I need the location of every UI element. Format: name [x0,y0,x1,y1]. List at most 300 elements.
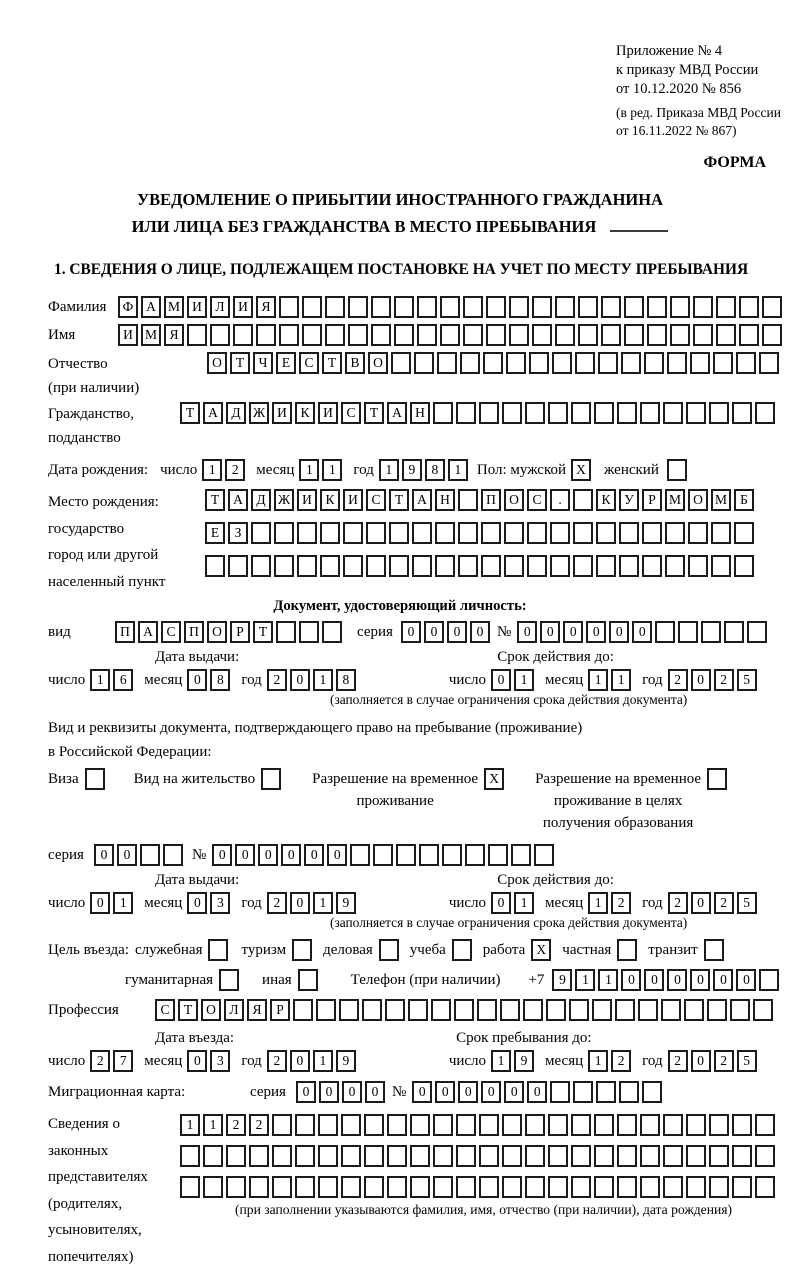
char-cell-empty[interactable] [279,324,299,346]
char-cell-empty[interactable] [458,489,478,511]
char-cell-empty[interactable] [203,1145,223,1167]
char-cell-filled[interactable]: 0 [586,621,606,643]
char-cell-empty[interactable] [716,324,736,346]
char-cell-filled[interactable]: А [203,402,223,424]
char-cell-filled[interactable]: 0 [187,669,207,691]
char-cell-empty[interactable] [410,1145,430,1167]
char-cell-empty[interactable] [272,1145,292,1167]
char-cell-empty[interactable] [506,352,526,374]
char-cell-filled[interactable]: Б [734,489,754,511]
char-cell-empty[interactable] [364,1114,384,1136]
char-cell-empty[interactable] [465,844,485,866]
char-cell-filled[interactable]: Н [435,489,455,511]
char-cell-empty[interactable] [713,352,733,374]
char-cell-empty[interactable] [617,939,637,961]
char-cell-filled[interactable]: 0 [365,1081,385,1103]
char-cell-empty[interactable] [525,402,545,424]
char-cell-empty[interactable] [341,1114,361,1136]
char-cell-filled[interactable]: Т [180,402,200,424]
char-cell-empty[interactable] [440,296,460,318]
char-cell-filled[interactable]: О [201,999,221,1021]
char-cell-filled[interactable]: 2 [267,669,287,691]
char-cell-filled[interactable]: 0 [296,1081,316,1103]
char-cell-empty[interactable] [548,1114,568,1136]
char-cell-filled[interactable]: 2 [267,892,287,914]
char-cell-filled[interactable]: 1 [180,1114,200,1136]
char-cell-filled[interactable]: X [484,768,504,790]
char-cell-empty[interactable] [509,296,529,318]
char-cell-filled[interactable]: 2 [611,892,631,914]
char-cell-empty[interactable] [325,296,345,318]
char-cell-empty[interactable] [456,1145,476,1167]
char-cell-empty[interactable] [701,621,721,643]
char-cell-empty[interactable] [624,296,644,318]
char-cell-empty[interactable] [724,621,744,643]
char-cell-filled[interactable]: Т [230,352,250,374]
char-cell-empty[interactable] [550,1081,570,1103]
char-cell-empty[interactable] [417,324,437,346]
char-cell-empty[interactable] [592,999,612,1021]
char-cell-filled[interactable]: В [345,352,365,374]
char-cell-empty[interactable] [298,969,318,991]
char-cell-filled[interactable]: И [272,402,292,424]
char-cell-filled[interactable]: О [207,621,227,643]
char-cell-empty[interactable] [431,999,451,1021]
char-cell-filled[interactable]: Т [205,489,225,511]
char-cell-filled[interactable]: 1 [299,459,319,481]
char-cell-empty[interactable] [755,1176,775,1198]
char-cell-empty[interactable] [341,1145,361,1167]
char-cell-filled[interactable]: 0 [258,844,278,866]
char-cell-empty[interactable] [732,402,752,424]
char-cell-empty[interactable] [343,555,363,577]
char-cell-empty[interactable] [463,324,483,346]
char-cell-empty[interactable] [414,352,434,374]
char-cell-empty[interactable] [693,324,713,346]
char-cell-empty[interactable] [617,1145,637,1167]
char-cell-filled[interactable]: 0 [736,969,756,991]
char-cell-empty[interactable] [709,1145,729,1167]
char-cell-filled[interactable]: Р [642,489,662,511]
char-cell-filled[interactable]: 2 [714,669,734,691]
char-cell-filled[interactable]: 0 [435,1081,455,1103]
char-cell-empty[interactable] [479,1145,499,1167]
char-cell-empty[interactable] [299,621,319,643]
char-cell-empty[interactable] [619,555,639,577]
char-cell-filled[interactable]: О [207,352,227,374]
char-cell-empty[interactable] [488,844,508,866]
char-cell-empty[interactable] [295,1114,315,1136]
char-cell-empty[interactable] [709,1176,729,1198]
char-cell-empty[interactable] [504,522,524,544]
char-cell-empty[interactable] [509,324,529,346]
char-cell-empty[interactable] [598,352,618,374]
char-cell-empty[interactable] [615,999,635,1021]
char-cell-empty[interactable] [320,522,340,544]
char-cell-empty[interactable] [529,352,549,374]
char-cell-empty[interactable] [437,352,457,374]
char-cell-filled[interactable]: Я [247,999,267,1021]
char-cell-empty[interactable] [640,1176,660,1198]
char-cell-filled[interactable]: 1 [203,1114,223,1136]
char-cell-filled[interactable]: 0 [517,621,537,643]
char-cell-filled[interactable]: С [299,352,319,374]
char-cell-filled[interactable]: Д [251,489,271,511]
char-cell-empty[interactable] [408,999,428,1021]
char-cell-filled[interactable]: И [318,402,338,424]
char-cell-empty[interactable] [477,999,497,1021]
char-cell-empty[interactable] [711,555,731,577]
char-cell-filled[interactable]: 0 [235,844,255,866]
char-cell-empty[interactable] [575,352,595,374]
char-cell-empty[interactable] [410,1114,430,1136]
char-cell-filled[interactable]: М [711,489,731,511]
char-cell-filled[interactable]: О [504,489,524,511]
char-cell-empty[interactable] [433,402,453,424]
char-cell-filled[interactable]: 0 [290,892,310,914]
char-cell-filled[interactable]: 3 [210,1050,230,1072]
char-cell-empty[interactable] [339,999,359,1021]
char-cell-filled[interactable]: Т [253,621,273,643]
char-cell-empty[interactable] [527,522,547,544]
char-cell-filled[interactable]: 1 [491,1050,511,1072]
char-cell-filled[interactable]: А [387,402,407,424]
char-cell-empty[interactable] [362,999,382,1021]
char-cell-filled[interactable]: 0 [187,1050,207,1072]
char-cell-empty[interactable] [486,296,506,318]
char-cell-filled[interactable]: 1 [588,892,608,914]
char-cell-empty[interactable] [573,1081,593,1103]
char-cell-empty[interactable] [525,1176,545,1198]
char-cell-filled[interactable]: 0 [187,892,207,914]
char-cell-filled[interactable]: А [228,489,248,511]
char-cell-empty[interactable] [647,324,667,346]
char-cell-empty[interactable] [596,1081,616,1103]
char-cell-filled[interactable]: А [138,621,158,643]
char-cell-empty[interactable] [686,1114,706,1136]
char-cell-empty[interactable] [341,1176,361,1198]
char-cell-filled[interactable]: Т [389,489,409,511]
char-cell-empty[interactable] [348,324,368,346]
char-cell-empty[interactable] [456,1176,476,1198]
char-cell-filled[interactable]: 1 [611,669,631,691]
char-cell-empty[interactable] [732,1114,752,1136]
char-cell-filled[interactable]: С [155,999,175,1021]
char-cell-filled[interactable]: 2 [267,1050,287,1072]
char-cell-empty[interactable] [233,324,253,346]
char-cell-filled[interactable]: 1 [90,669,110,691]
char-cell-empty[interactable] [688,555,708,577]
char-cell-empty[interactable] [366,522,386,544]
char-cell-empty[interactable] [279,296,299,318]
char-cell-empty[interactable] [295,1176,315,1198]
char-cell-empty[interactable] [452,939,472,961]
char-cell-empty[interactable] [571,402,591,424]
char-cell-empty[interactable] [320,555,340,577]
char-cell-empty[interactable] [739,324,759,346]
char-cell-empty[interactable] [371,296,391,318]
char-cell-empty[interactable] [458,555,478,577]
char-cell-filled[interactable]: 1 [575,969,595,991]
char-cell-filled[interactable]: 1 [514,669,534,691]
char-cell-empty[interactable] [755,1145,775,1167]
char-cell-filled[interactable]: 2 [714,892,734,914]
char-cell-empty[interactable] [716,296,736,318]
char-cell-empty[interactable] [709,402,729,424]
char-cell-empty[interactable] [433,1114,453,1136]
char-cell-empty[interactable] [690,352,710,374]
char-cell-filled[interactable]: 0 [319,1081,339,1103]
char-cell-filled[interactable]: 0 [117,844,137,866]
char-cell-filled[interactable]: А [141,296,161,318]
char-cell-filled[interactable]: 0 [458,1081,478,1103]
char-cell-filled[interactable]: 1 [113,892,133,914]
char-cell-empty[interactable] [655,621,675,643]
char-cell-empty[interactable] [486,324,506,346]
char-cell-empty[interactable] [272,1114,292,1136]
char-cell-empty[interactable] [440,324,460,346]
char-cell-empty[interactable] [663,1176,683,1198]
char-cell-filled[interactable]: 5 [737,1050,757,1072]
char-cell-filled[interactable]: 3 [210,892,230,914]
char-cell-empty[interactable] [385,999,405,1021]
char-cell-empty[interactable] [578,324,598,346]
char-cell-empty[interactable] [617,1114,637,1136]
char-cell-empty[interactable] [297,555,317,577]
char-cell-filled[interactable]: 2 [668,892,688,914]
char-cell-empty[interactable] [389,522,409,544]
char-cell-filled[interactable]: 0 [621,969,641,991]
char-cell-empty[interactable] [387,1145,407,1167]
char-cell-empty[interactable] [548,1176,568,1198]
char-cell-filled[interactable]: И [343,489,363,511]
char-cell-empty[interactable] [573,555,593,577]
char-cell-empty[interactable] [732,1145,752,1167]
char-cell-empty[interactable] [686,402,706,424]
char-cell-filled[interactable]: 2 [668,1050,688,1072]
char-cell-empty[interactable] [251,555,271,577]
char-cell-empty[interactable] [663,1145,683,1167]
char-cell-empty[interactable] [228,555,248,577]
char-cell-filled[interactable]: С [366,489,386,511]
char-cell-empty[interactable] [456,402,476,424]
char-cell-empty[interactable] [647,296,667,318]
char-cell-empty[interactable] [373,844,393,866]
char-cell-empty[interactable] [548,1145,568,1167]
char-cell-filled[interactable]: 8 [425,459,445,481]
char-cell-empty[interactable] [707,768,727,790]
char-cell-empty[interactable] [163,844,183,866]
char-cell-filled[interactable]: Е [205,522,225,544]
char-cell-empty[interactable] [500,999,520,1021]
char-cell-empty[interactable] [571,1114,591,1136]
char-cell-filled[interactable]: 0 [401,621,421,643]
char-cell-filled[interactable]: З [228,522,248,544]
char-cell-filled[interactable]: 0 [527,1081,547,1103]
char-cell-empty[interactable] [511,844,531,866]
char-cell-empty[interactable] [205,555,225,577]
char-cell-empty[interactable] [642,1081,662,1103]
char-cell-empty[interactable] [302,296,322,318]
char-cell-filled[interactable]: Е [276,352,296,374]
char-cell-empty[interactable] [274,555,294,577]
char-cell-filled[interactable]: П [115,621,135,643]
char-cell-empty[interactable] [433,1176,453,1198]
char-cell-empty[interactable] [219,969,239,991]
char-cell-filled[interactable]: 2 [225,459,245,481]
char-cell-filled[interactable]: 1 [313,1050,333,1072]
char-cell-empty[interactable] [463,296,483,318]
char-cell-empty[interactable] [619,522,639,544]
char-cell-empty[interactable] [665,522,685,544]
char-cell-empty[interactable] [210,324,230,346]
char-cell-empty[interactable] [730,999,750,1021]
char-cell-filled[interactable]: С [161,621,181,643]
char-cell-empty[interactable] [638,999,658,1021]
char-cell-empty[interactable] [85,768,105,790]
char-cell-filled[interactable]: 9 [514,1050,534,1072]
char-cell-empty[interactable] [555,296,575,318]
char-cell-filled[interactable]: 0 [609,621,629,643]
char-cell-filled[interactable]: 6 [113,669,133,691]
char-cell-empty[interactable] [293,999,313,1021]
char-cell-empty[interactable] [663,402,683,424]
char-cell-empty[interactable] [261,768,281,790]
char-cell-empty[interactable] [318,1114,338,1136]
char-cell-filled[interactable]: 5 [737,892,757,914]
char-cell-filled[interactable]: 1 [598,969,618,991]
char-cell-filled[interactable]: 0 [504,1081,524,1103]
char-cell-empty[interactable] [525,1114,545,1136]
char-cell-empty[interactable] [371,324,391,346]
char-cell-filled[interactable]: К [295,402,315,424]
char-cell-empty[interactable] [594,1176,614,1198]
char-cell-filled[interactable]: Р [230,621,250,643]
char-cell-empty[interactable] [318,1145,338,1167]
char-cell-empty[interactable] [180,1145,200,1167]
char-cell-empty[interactable] [479,402,499,424]
char-cell-empty[interactable] [704,939,724,961]
char-cell-empty[interactable] [187,324,207,346]
char-cell-empty[interactable] [272,1176,292,1198]
char-cell-empty[interactable] [546,999,566,1021]
char-cell-empty[interactable] [502,402,522,424]
char-cell-filled[interactable]: 1 [202,459,222,481]
char-cell-empty[interactable] [481,555,501,577]
char-cell-empty[interactable] [435,555,455,577]
char-cell-empty[interactable] [525,1145,545,1167]
char-cell-filled[interactable]: Я [164,324,184,346]
char-cell-filled[interactable]: 1 [588,669,608,691]
char-cell-empty[interactable] [617,402,637,424]
char-cell-empty[interactable] [387,1176,407,1198]
char-cell-empty[interactable] [502,1176,522,1198]
char-cell-empty[interactable] [665,555,685,577]
char-cell-filled[interactable]: Л [210,296,230,318]
char-cell-empty[interactable] [759,352,779,374]
char-cell-filled[interactable]: 0 [491,892,511,914]
char-cell-empty[interactable] [642,555,662,577]
char-cell-empty[interactable] [502,1114,522,1136]
char-cell-filled[interactable]: 0 [563,621,583,643]
char-cell-empty[interactable] [442,844,462,866]
char-cell-empty[interactable] [571,1145,591,1167]
char-cell-empty[interactable] [419,844,439,866]
char-cell-empty[interactable] [276,621,296,643]
char-cell-empty[interactable] [573,522,593,544]
char-cell-empty[interactable] [601,296,621,318]
char-cell-filled[interactable]: 8 [210,669,230,691]
char-cell-empty[interactable] [753,999,773,1021]
char-cell-empty[interactable] [203,1176,223,1198]
char-cell-filled[interactable]: Д [226,402,246,424]
char-cell-filled[interactable]: 0 [94,844,114,866]
char-cell-empty[interactable] [594,402,614,424]
char-cell-empty[interactable] [571,1176,591,1198]
char-cell-empty[interactable] [734,555,754,577]
char-cell-empty[interactable] [249,1176,269,1198]
char-cell-empty[interactable] [249,1145,269,1167]
char-cell-empty[interactable] [295,1145,315,1167]
char-cell-empty[interactable] [417,296,437,318]
char-cell-filled[interactable]: 7 [113,1050,133,1072]
char-cell-empty[interactable] [684,999,704,1021]
char-cell-filled[interactable]: 0 [212,844,232,866]
char-cell-filled[interactable]: 9 [402,459,422,481]
char-cell-empty[interactable] [479,1114,499,1136]
char-cell-filled[interactable]: X [531,939,551,961]
char-cell-filled[interactable]: 0 [691,1050,711,1072]
char-cell-filled[interactable]: X [571,459,591,481]
char-cell-empty[interactable] [387,1114,407,1136]
char-cell-empty[interactable] [504,555,524,577]
char-cell-empty[interactable] [578,296,598,318]
char-cell-filled[interactable]: К [596,489,616,511]
char-cell-filled[interactable]: М [164,296,184,318]
char-cell-empty[interactable] [274,522,294,544]
char-cell-empty[interactable] [454,999,474,1021]
char-cell-empty[interactable] [483,352,503,374]
char-cell-filled[interactable]: Т [178,999,198,1021]
char-cell-filled[interactable]: 8 [336,669,356,691]
char-cell-empty[interactable] [481,522,501,544]
char-cell-empty[interactable] [343,522,363,544]
char-cell-empty[interactable] [707,999,727,1021]
char-cell-empty[interactable] [670,296,690,318]
char-cell-empty[interactable] [412,522,432,544]
char-cell-filled[interactable]: Т [364,402,384,424]
char-cell-filled[interactable]: Т [322,352,342,374]
char-cell-filled[interactable]: Ч [253,352,273,374]
char-cell-empty[interactable] [759,969,779,991]
char-cell-empty[interactable] [322,621,342,643]
char-cell-empty[interactable] [644,352,664,374]
char-cell-filled[interactable]: 0 [667,969,687,991]
char-cell-filled[interactable]: 0 [481,1081,501,1103]
char-cell-filled[interactable]: 9 [336,892,356,914]
char-cell-empty[interactable] [736,352,756,374]
char-cell-empty[interactable] [479,1176,499,1198]
char-cell-empty[interactable] [667,352,687,374]
char-cell-empty[interactable] [739,296,759,318]
char-cell-filled[interactable]: Л [224,999,244,1021]
char-cell-empty[interactable] [747,621,767,643]
char-cell-filled[interactable]: 5 [737,669,757,691]
char-cell-empty[interactable] [435,522,455,544]
char-cell-empty[interactable] [621,352,641,374]
char-cell-empty[interactable] [711,522,731,544]
char-cell-filled[interactable]: 0 [290,669,310,691]
